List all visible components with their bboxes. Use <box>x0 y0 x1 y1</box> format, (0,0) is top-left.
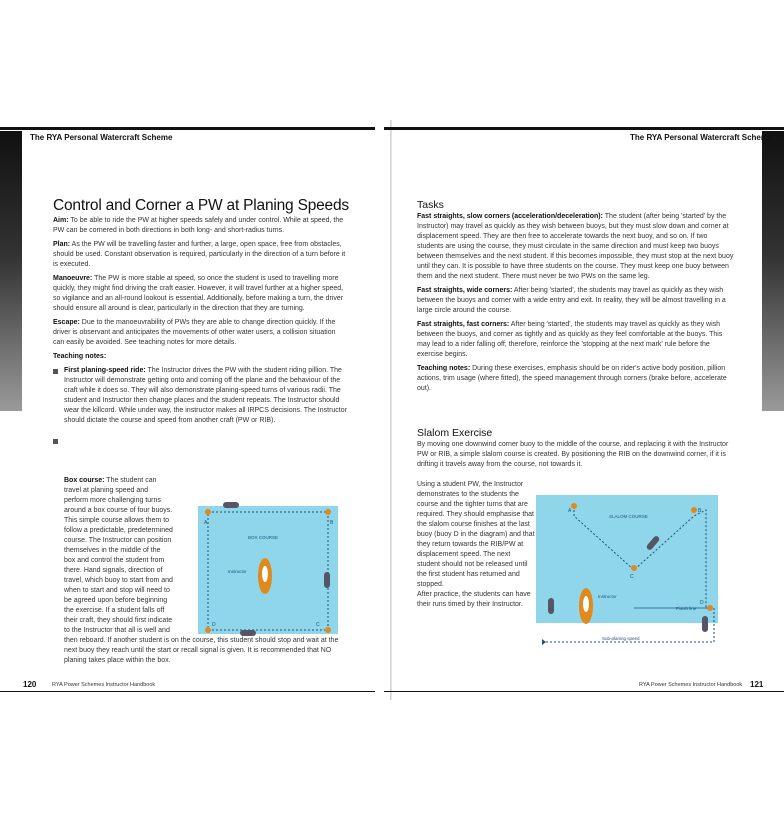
instructor-label: Instructor <box>598 594 617 599</box>
watercraft-icon <box>240 630 256 636</box>
buoy-d <box>707 605 713 611</box>
buoy-a-label: A <box>204 520 208 526</box>
tasks-heading: Tasks <box>417 199 444 211</box>
aim-paragraph: Aim: To be able to ride the PW at higher speeds safely and under control. While at speed, the PW can be cornered in both directions in both long- and short-radius turns. <box>53 217 344 234</box>
buoy-d <box>205 627 211 633</box>
left-body-text <box>53 216 348 429</box>
page-number: 120 <box>23 680 37 689</box>
list-item: First planing-speed ride: The Instructor drives the PW with the student riding pillion. The Instructor will demonstrate getting onto and coming off the plane and the behaviour of the craft while it does so. They will also demonstrate planing-speed turns of various radii. The student and Instructor then change places and the student repeats. The Instructor should wear the killcord. While under way, the instructor makes all IRPCS decisions. The Instructor should dictate the course and speed from another craft (PW or RIB). <box>53 366 348 426</box>
instructor-label: Instructor <box>228 569 247 574</box>
chapter-tab-bar <box>0 131 22 411</box>
watercraft-icon <box>223 502 239 508</box>
running-title: The RYA Personal Watercraft Scheme <box>30 133 173 142</box>
buoy-c <box>631 565 637 571</box>
slalom-paragraph-2: Using a student PW, the Instructor demonstrates to the students the course and the tighter turns that are required. They should emphasise that the slalom course finishes at the last buoy (buoy D in the diagram) and that they return towards the RIB/PW at displacement speed. The next student should not be released until the first student has returned and stopped. <box>417 481 535 588</box>
page-title: Control and Corner a PW at Planing Speeds <box>53 197 349 214</box>
buoy-d-label: D <box>212 622 216 628</box>
watercraft-icon <box>702 616 708 632</box>
right-body-text <box>417 212 735 398</box>
footer-rule <box>0 691 375 692</box>
sub-planing-label: Sub-planing speed <box>602 636 640 641</box>
chapter-tab-bar <box>762 131 784 411</box>
plan-paragraph: Plan: As the PW will be travelling faster and further, a large, open space, free from obstacles, should be used. Constant observation is required, particularly in the direction of a turn before it is executed. <box>53 241 346 268</box>
boat-deck <box>262 566 268 582</box>
slalom-steps <box>417 480 535 614</box>
slalom-paragraph: By moving one downwind corner buoy to the middle of the course, and replacing it with the Instructor PW or RIB, a simple slalom course is created. By positioning the RIB on the downwind corner, if it is drifting it travels away from the course, not towards it. <box>417 441 729 468</box>
buoy-a <box>205 509 211 515</box>
buoy-b-label: B <box>698 508 702 514</box>
buoy-a <box>571 503 577 509</box>
teaching-notes-list <box>53 366 348 426</box>
right-page <box>392 0 784 814</box>
footer-rule <box>384 691 784 692</box>
teaching-notes-heading: Teaching notes: <box>53 353 107 360</box>
left-page <box>0 0 390 814</box>
task-fast-wide: Fast straights, wide corners: After being 'started', the students may travel as quickly as they wish between the buoys and corner with a wide entry and exit. In reality, they will be almost travelling in a large circle around the course. <box>417 287 726 314</box>
slalom-heading: Slalom Exercise <box>417 427 493 439</box>
buoy-b-label: B <box>330 520 334 526</box>
buoy-a-label: A <box>568 508 572 514</box>
slalom-paragraph-3: After practice, the students can have their runs timed by their Instructor. <box>417 591 531 608</box>
escape-paragraph: Escape: Due to the manoeuvrability of PWs they are able to change direction quickly. If the driver is observant and anticipates the movements of other water users, a collision situation can easily be avoided. See teaching notes for more details. <box>53 319 336 346</box>
manoeuvre-paragraph: Manoeuvre: The PW is more stable at speed, so once the student is used to travelling more quickly, they might find driving the craft easier. However, it will travel further at a higher speed, so vigilance and an all-round lookout is essential. Additionally, before making a turn, the driver should ensure all around is clear, particularly in the direction that they are turning. <box>53 275 344 312</box>
box-course-title: BOX COURSE <box>248 535 279 540</box>
boat-deck <box>583 596 589 612</box>
slalom-intro <box>417 440 735 474</box>
slalom-course-title: SLALOM COURSE <box>609 514 648 519</box>
footer-title: RYA Power Schemes Instructor Handbook <box>639 682 743 688</box>
footer-title: RYA Power Schemes Instructor Handbook <box>52 682 156 688</box>
slalom-course-diagram <box>524 490 724 652</box>
list-item: Box course: The student can travel at planing speed and perform more challenging turns around a box course of four buoys. This simple course allows them to follow a predictable, predetermined course. The Instructor can position themselves in the middle of the box and control the student from there. Hand signals, direction of travel, which buoy to start from and when to start and stop will need to be agreed upon before beginning the exercise. If a student falls off their craft, they should first indicate to the Instructor that all is well and then reboard. If another student is on the course, this student should stop and wait at the next buoy they reach until the start or recall signal is given. It is recommended that NO planing takes place within the box. <box>53 436 348 666</box>
teaching-notes: Teaching notes: During these exercises, emphasis should be on rider's active body position, pillion actions, trim usage (where fitted), the speed management through corners (brake before, accelerate out). <box>417 365 727 392</box>
box-course-diagram <box>190 494 350 644</box>
buoy-d-label: D <box>700 600 704 606</box>
running-title: The RYA Personal Watercraft Scheme <box>630 133 773 142</box>
header-rule <box>0 127 375 130</box>
watercraft-icon <box>324 572 330 588</box>
page-number: 121 <box>750 680 764 689</box>
arrow-icon <box>542 639 546 645</box>
task-fast-fast: Fast straights, fast corners: After being 'started', the students may travel as quickly as they wish between the buoys, and corner as tightly and as quickly as they feel comfortable at the buoys. This may lead to a rider falling off; therefore, reinforce the 'stopping at the next mark' rule before the exercise begins. <box>417 321 723 358</box>
watercraft-icon <box>548 598 554 614</box>
buoy-b <box>325 509 331 515</box>
buoy-c-label: C <box>630 574 634 580</box>
buoy-c-label: C <box>316 622 320 628</box>
wrap-top <box>64 436 348 476</box>
buoy-b <box>691 507 697 513</box>
task-fast-slow: Fast straights, slow corners (acceleration/deceleration): The student (after being 'started' by the Instructor) may travel as quickly as they wish between buoys, but they must slow down and corner at displacement speed. They are then free to accelerate towards the next buoy, and so on. If two students are using the course, they must circulate in the same direction and must keep two buoys between themselves and the next student. If this becomes impossible, they must stop at the next buoy until they can. It is possible to have three students on the course. They must keep one buoy between them and the next student. There must never be two PWs on the same leg. <box>417 213 734 280</box>
finish-line-label: Finish line <box>676 606 697 611</box>
header-rule <box>384 127 784 130</box>
buoy-c <box>325 627 331 633</box>
